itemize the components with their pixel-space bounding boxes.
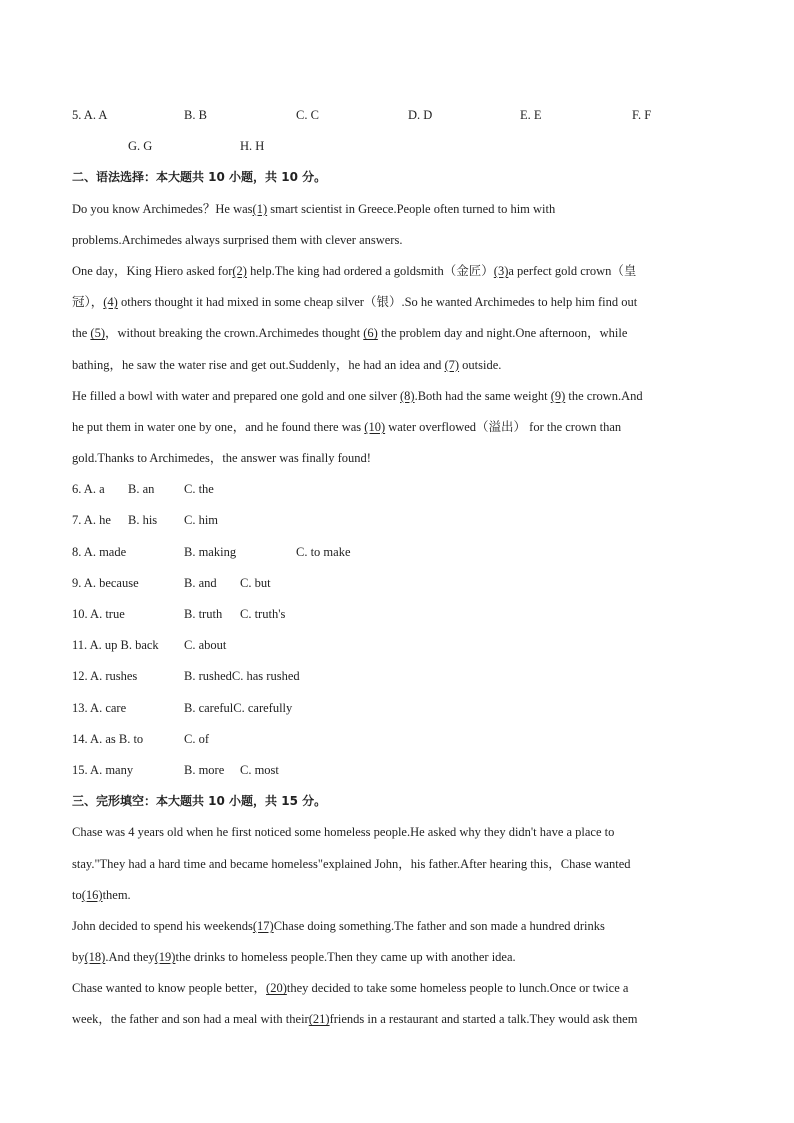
option-b[interactable]: B. rushed: [184, 669, 232, 684]
blank-6: (6): [363, 326, 378, 341]
option-c[interactable]: C. of: [184, 731, 209, 746]
option-a[interactable]: 11. A. up B. back: [72, 638, 159, 653]
option-c[interactable]: C. but: [240, 575, 271, 590]
blank-3: (3): [493, 263, 509, 278]
blank-5: (5): [90, 326, 105, 341]
blank-7: (7): [444, 357, 460, 372]
blank-16: (16): [81, 887, 103, 902]
options-row-10: [72, 599, 722, 630]
option-b[interactable]: B. making: [184, 544, 237, 559]
options-row-9: [72, 568, 722, 599]
passage-line: He filled a bowl with water and prepared one gold and one silver (8).Both had the same weight (9) the crown.And: [72, 388, 643, 403]
passage-line: gold.Thanks to Archimedes，the answer was finally found!: [72, 451, 371, 466]
option-c[interactable]: C. truth's: [240, 607, 286, 621]
passage-line: by(18).And they(19)the drinks to homeless people.Then they came up with another idea.: [72, 950, 516, 965]
passage-line: the (5)，without breaking the crown.Archimedes thought (6) the problem day and night.One afternoon，while: [72, 326, 628, 341]
option-a[interactable]: 8. A. made: [72, 544, 127, 559]
blank-20: (20): [266, 981, 287, 996]
option-5f[interactable]: F. F: [632, 108, 652, 122]
options-row-8: [72, 537, 722, 568]
passage-line: week，the father and son had a meal with their(21)friends in a restaurant and started a talk.They would ask them: [72, 1012, 638, 1027]
section-3-heading: 三、完形填空：本大题共 10 小题，共 15 分。: [72, 794, 327, 809]
option-5c[interactable]: C. C: [296, 108, 319, 122]
passage-line: Do you know Archimedes？He was(1) smart scientist in Greece.People often turned to him with: [72, 201, 556, 216]
option-a[interactable]: 14. A. as B. to: [72, 731, 144, 746]
options-row-13: [72, 693, 722, 724]
option-b[interactable]: B. careful: [184, 700, 234, 715]
blank-4: (4): [103, 295, 118, 310]
option-c[interactable]: C. about: [184, 638, 227, 653]
option-c[interactable]: C. has rushed: [231, 669, 300, 684]
option-5d[interactable]: D. D: [408, 108, 433, 122]
option-b[interactable]: B. an: [128, 482, 155, 497]
option-5e[interactable]: E. E: [520, 108, 542, 122]
question-5-options-row1: [72, 100, 722, 131]
question-5-options-row2: [72, 131, 722, 162]
option-5h[interactable]: H. H: [240, 139, 265, 154]
option-5a[interactable]: 5. A. A: [72, 108, 108, 122]
options-row-15: [72, 755, 722, 786]
passage-line: to(16)them.: [72, 887, 131, 902]
option-c[interactable]: C. to make: [296, 544, 351, 559]
options-row-11: [72, 630, 722, 661]
option-a[interactable]: 9. A. because: [72, 575, 139, 590]
passage-line: Chase was 4 years old when he first noticed some homeless people.He asked why they didn't have a place to: [72, 825, 615, 840]
option-5g[interactable]: G. G: [128, 139, 153, 154]
option-a[interactable]: 10. A. true: [72, 607, 125, 621]
options-row-7: [72, 505, 722, 536]
passage-line: stay."They had a hard time and became homeless"explained John，his father.After hearing this，Chase wanted: [72, 856, 631, 871]
option-a[interactable]: 7. A. he: [72, 513, 111, 528]
blank-9: (9): [550, 388, 566, 403]
passage-line: bathing，he saw the water rise and get out.Suddenly，he had an idea and (7) outside.: [72, 357, 502, 372]
blank-8: (8): [400, 388, 415, 403]
option-a[interactable]: 6. A. a: [72, 482, 105, 497]
blank-17: (17): [252, 918, 274, 933]
options-row-6: [72, 474, 722, 505]
passage-line: John decided to spend his weekends(17)Chase doing something.The father and son made a hundred drinks: [72, 918, 605, 933]
option-a[interactable]: 12. A. rushes: [72, 669, 138, 684]
option-b[interactable]: B. and: [184, 575, 217, 590]
option-5b[interactable]: B. B: [184, 108, 207, 122]
passage-line: Chase wanted to know people better，(20)they decided to take some homeless people to lunch.Once or twice a: [72, 981, 629, 996]
option-a[interactable]: 15. A. many: [72, 762, 134, 777]
passage-line: 冠），(4) others thought it had mixed in some cheap silver（银）.So he wanted Archimedes to help him find out: [72, 295, 638, 310]
section-2-heading: 二、语法选择：本大题共 10 小题，共 10 分。: [72, 170, 327, 185]
passage-line: problems.Archimedes always surprised them with clever answers.: [72, 232, 403, 247]
options-row-14: [72, 724, 722, 755]
passage-line: he put them in water one by one，and he found there was (10) water overflowed（溢出） for the crown than: [72, 419, 622, 434]
blank-10: (10): [364, 419, 386, 434]
options-row-12: [72, 661, 722, 692]
option-b[interactable]: B. more: [184, 762, 225, 777]
blank-2: (2): [232, 263, 247, 278]
blank-21: (21): [308, 1012, 330, 1027]
blank-18: (18): [84, 950, 106, 965]
worksheet-page: [72, 100, 722, 1036]
option-c[interactable]: C. most: [240, 762, 279, 777]
blank-19: (19): [154, 950, 176, 965]
option-c[interactable]: C. him: [184, 513, 219, 528]
passage-line: One day，King Hiero asked for(2) help.The king had ordered a goldsmith（金匠）(3)a perfect gold crown（皇: [72, 263, 637, 278]
option-c[interactable]: C. carefully: [233, 700, 293, 715]
option-b[interactable]: B. truth: [184, 607, 223, 621]
option-b[interactable]: B. his: [128, 513, 158, 528]
blank-1: (1): [252, 201, 268, 216]
option-a[interactable]: 13. A. care: [72, 700, 127, 715]
option-c[interactable]: C. the: [184, 482, 214, 497]
